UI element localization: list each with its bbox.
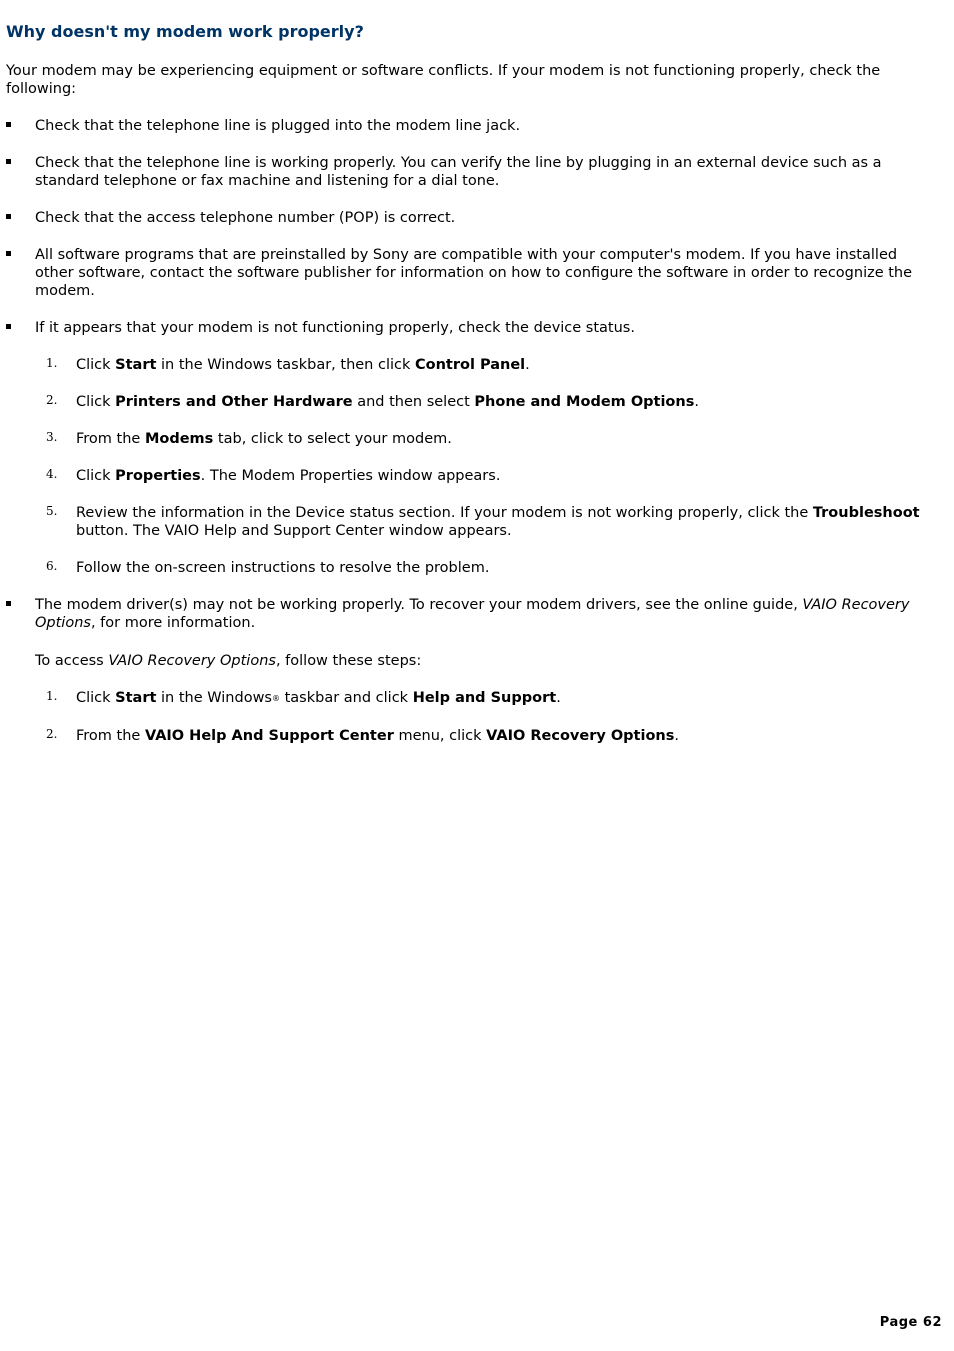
guide-title: VAIO Recovery Options [108, 653, 276, 669]
list-item-text: Check that the telephone line is plugged into the modem line jack. [35, 118, 521, 134]
list-item-text: If it appears that your modem is not functioning properly, check the device status. [35, 320, 635, 336]
step-item [35, 727, 926, 745]
list-item-text: , for more information. [90, 615, 256, 631]
step-number: 4. [46, 467, 58, 481]
guide-title: VAIO Recovery Options [35, 597, 910, 631]
step-text: button. The VAIO Help and Support Center window appears. [76, 523, 512, 539]
step-text: From the [76, 431, 145, 447]
square-bullet-icon [6, 122, 11, 127]
step-item [35, 430, 926, 448]
list-item [6, 209, 926, 227]
square-bullet-icon [6, 159, 11, 164]
step-text: in the Windows taskbar, then click [156, 357, 415, 373]
step-bold-term: Properties [115, 468, 201, 484]
step-number: 2. [46, 727, 58, 741]
step-number: 3. [46, 430, 58, 444]
step-bold-term: VAIO Help And Support Center [144, 728, 394, 744]
step-item [35, 356, 926, 374]
access-paragraph [35, 652, 926, 670]
step-text: Click [76, 468, 116, 484]
step-bold-term: Control Panel [415, 357, 526, 373]
step-text: Follow the on-screen instructions to resolve the problem. [76, 560, 490, 576]
device-status-steps [35, 356, 926, 577]
step-item [35, 393, 926, 411]
square-bullet-icon [6, 601, 11, 606]
checklist [6, 117, 926, 745]
step-text: in the Windows [156, 690, 272, 706]
list-item [6, 154, 926, 190]
step-text: tab, click to select your modem. [213, 431, 452, 447]
step-bold-term: Modems [144, 431, 214, 447]
step-bold-term: Start [115, 690, 157, 706]
step-text: . [525, 357, 530, 373]
step-text: Click [76, 690, 116, 706]
step-number: 1. [46, 689, 58, 703]
step-bold-term: Help and Support [412, 690, 557, 706]
step-number: 5. [46, 504, 58, 518]
page-title: Why doesn't my modem work properly? [6, 22, 364, 41]
step-bold-term: Start [115, 357, 157, 373]
step-text: and then select [352, 394, 475, 410]
step-number: 2. [46, 393, 58, 407]
list-item-text: Check that the access telephone number (POP) is correct. [35, 210, 456, 226]
step-item [35, 689, 926, 708]
step-item [35, 467, 926, 485]
step-text: Review the information in the Device status section. If your modem is not working properly, click the [76, 505, 813, 521]
step-text: From the [76, 728, 145, 744]
document-page [6, 22, 926, 764]
recovery-steps [35, 689, 926, 745]
step-text: . [674, 728, 679, 744]
access-text: , follow these steps: [275, 653, 422, 669]
list-item-text: All software programs that are preinstalled by Sony are compatible with your computer's modem. If you have installed other software, contact the software publisher for information on how to configure the software in order to recognize the modem. [35, 247, 913, 299]
step-number: 6. [46, 559, 58, 573]
step-text: taskbar and click [280, 690, 413, 706]
list-item [6, 596, 926, 745]
square-bullet-icon [6, 251, 11, 256]
square-bullet-icon [6, 214, 11, 219]
step-text: Click [76, 394, 116, 410]
square-bullet-icon [6, 324, 11, 329]
step-bold-term: Troubleshoot [812, 505, 920, 521]
step-item [35, 504, 926, 540]
intro-paragraph: Your modem may be experiencing equipment or software conflicts. If your modem is not functioning properly, check the following: [6, 63, 881, 97]
step-bold-term: Phone and Modem Options [474, 394, 695, 410]
list-item [6, 117, 926, 135]
step-bold-term: Printers and Other Hardware [115, 394, 353, 410]
step-text: Click [76, 357, 116, 373]
step-text: menu, click [393, 728, 487, 744]
step-text: . [694, 394, 699, 410]
list-item-text: Check that the telephone line is working properly. You can verify the line by plugging in an external device such as a standard telephone or fax machine and listening for a dial tone. [35, 155, 882, 189]
access-text: To access [35, 653, 109, 669]
list-item [6, 246, 926, 300]
page-number: Page 62 [879, 1315, 942, 1330]
step-text: . The Modem Properties window appears. [200, 468, 501, 484]
step-number: 1. [46, 356, 58, 370]
list-item [6, 319, 926, 577]
step-item [35, 559, 926, 577]
step-bold-term: VAIO Recovery Options [486, 728, 675, 744]
registered-mark: ® [272, 694, 280, 703]
list-item-text: The modem driver(s) may not be working properly. To recover your modem drivers, see the online guide, [35, 597, 803, 613]
step-text: . [556, 690, 561, 706]
